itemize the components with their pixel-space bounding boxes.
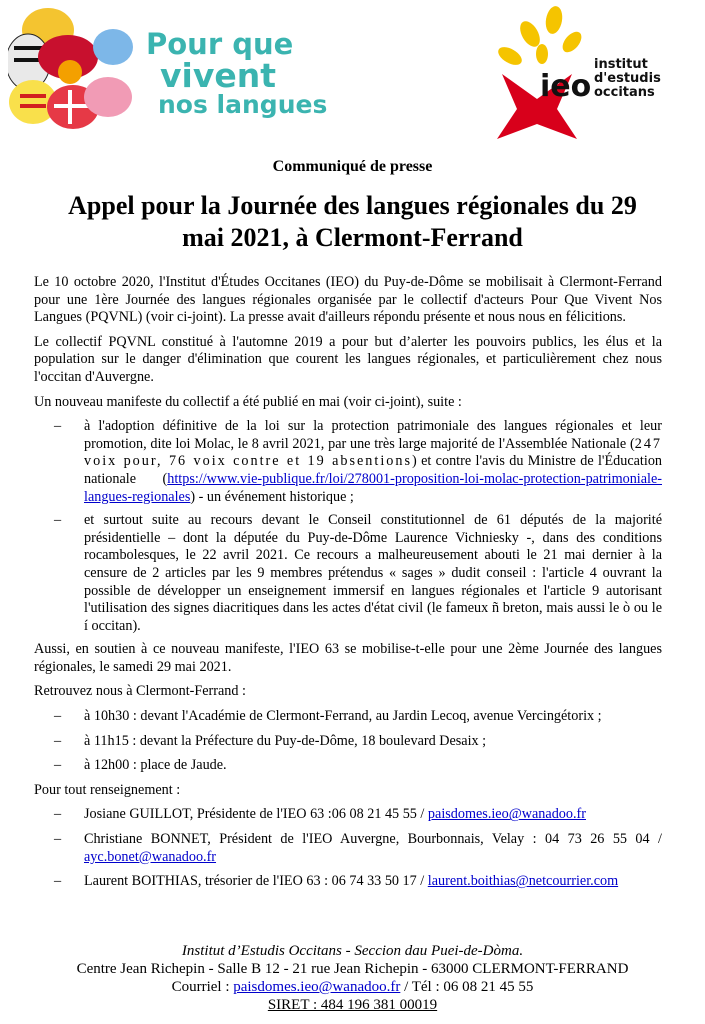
schedule-item bbox=[34, 733, 662, 751]
contact-item bbox=[34, 806, 662, 824]
schedule-text: à 12h00 : place de Jaude. bbox=[84, 757, 227, 774]
flower-petals-icon bbox=[8, 8, 133, 129]
schedule-list bbox=[34, 708, 662, 775]
reason-text-c: ) - un événement historique ; bbox=[190, 488, 354, 505]
vote-count: 247 voix pour, 76 voix contre et 19 absentions bbox=[84, 435, 662, 470]
contact-text: Laurent BOITHIAS, trésorier de l'IEO 63 : 06 74 33 50 17 / bbox=[84, 873, 428, 890]
footer-siret: SIRET : 484 196 381 00019 bbox=[267, 997, 438, 1013]
schedule-text: à 10h30 : devant l'Académie de Clermont-Ferrand, au Jardin Lecoq, avenue Vercingétorix ; bbox=[84, 708, 602, 725]
document-body bbox=[34, 274, 662, 898]
reason-text-b: ) et contre l'avis du Ministre de l'Éducation nationale ( bbox=[84, 453, 663, 487]
reason-item-conseil bbox=[34, 512, 662, 635]
press-release-label: Communiqué de presse bbox=[272, 158, 433, 175]
dash-bullet: – bbox=[54, 831, 62, 848]
paragraph-manifeste: Un nouveau manifeste du collectif a été publié en mai (voir ci-joint), suite : bbox=[34, 393, 462, 410]
contact-text: Josiane GUILLOT, Présidente de l'IEO 63 :06 08 21 45 55 / bbox=[84, 806, 428, 823]
ieo-leaves-icon bbox=[495, 5, 585, 69]
contact-email-link[interactable]: paisdomes.ieo@wanadoo.fr bbox=[427, 806, 586, 823]
ieo-mark: ieo bbox=[540, 69, 592, 104]
schedule-item bbox=[34, 708, 662, 726]
contact-item bbox=[34, 873, 662, 891]
dash-bullet: – bbox=[54, 512, 62, 529]
paragraph-journee: Aussi, en soutien à ce nouveau manifeste, l'IEO 63 se mobilise-t-elle pour une 2ème Journée des langues régionales, le samedi 29 mai 2021. bbox=[34, 641, 662, 675]
footer-contact bbox=[0, 978, 705, 996]
contact-email-link[interactable]: laurent.boithias@netcourrier.com bbox=[427, 873, 619, 890]
pqvnl-line1: Pour que bbox=[146, 27, 294, 61]
vie-publique-link[interactable]: https://www.vie-publique.fr/loi/278001-proposition-loi-molac-protection-patrimoniale-langues-regionales bbox=[84, 470, 662, 505]
footer-organisation: Institut d’Estudis Occitans - Seccion dau Puei-de-Dòma. bbox=[181, 943, 524, 959]
schedule-text: à 11h15 : devant la Préfecture du Puy-de-Dôme, 18 boulevard Desaix ; bbox=[84, 732, 487, 749]
schedule-item bbox=[34, 757, 662, 775]
paragraph-intro: Le 10 octobre 2020, l'Institut d'Études Occitanes (IEO) du Puy-de-Dôme se mobilisait à Clermont-Ferrand pour une 1ère Journée des langues régionales organisée par le collectif d'acteurs Pour Que Vivent Nos Langues (PQVNL) (voir ci-joint). La presse avait d'ailleurs répondu présente et nous nous en félicitions. bbox=[34, 274, 662, 326]
dash-bullet: – bbox=[54, 757, 62, 774]
dash-bullet: – bbox=[54, 806, 62, 823]
contacts-list bbox=[34, 806, 662, 890]
dash-bullet: – bbox=[54, 873, 62, 890]
footer-address: Centre Jean Richepin - Salle B 12 - 21 rue Jean Richepin - 63000 CLERMONT-FERRAND bbox=[76, 961, 629, 977]
ieo-line2: d'estudis bbox=[594, 71, 661, 86]
contact-item bbox=[34, 831, 662, 866]
ieo-wordmark bbox=[594, 58, 661, 100]
paragraph-retrouvez: Retrouvez nous à Clermont-Ferrand : bbox=[34, 683, 246, 700]
reason-item-molac bbox=[34, 418, 662, 506]
footer-email-label: Courriel : bbox=[171, 979, 234, 995]
dash-bullet: – bbox=[54, 732, 62, 749]
document-title bbox=[30, 190, 675, 254]
contact-text: Christiane BONNET, Président de l'IEO Auvergne, Bourbonnais, Velay : 04 73 26 55 04 / bbox=[84, 831, 662, 848]
title-line-1: Appel pour la Journée des langues régionales du 29 bbox=[68, 191, 637, 220]
ieo-line3: occitans bbox=[594, 85, 655, 100]
ieo-line1: institut bbox=[594, 57, 648, 72]
title-line-2: mai 2021, à Clermont-Ferrand bbox=[182, 223, 523, 252]
footer bbox=[0, 942, 705, 1014]
footer-phone: / Tél : 06 08 21 45 55 bbox=[400, 979, 534, 995]
reason-text: et surtout suite au recours devant le Conseil constitutionnel de 61 députés de la majorité présidentielle – dont la députée du Puy-de-Dôme Laurence Vichniesky -, dans des conditions rocambolesques, le 22 avril 2021. Ce recours a malheureusement abouti le 21 mai dernier à la censure de 2 articles par les 9 membres prétendus « sages » dudit conseil : l'article 4 ouvrant la possible de développer un enseignement immersif en langues régionales et l'article 9 autorisant l'utilisation des signes diacritiques dans les actes d'état civil (le fameux ñ breton, mais aussi le ò ou le í occitan). bbox=[84, 512, 662, 634]
contact-email-link[interactable]: ayc.bonet@wanadoo.fr bbox=[84, 848, 217, 865]
dash-bullet: – bbox=[54, 418, 62, 435]
footer-email-link[interactable]: paisdomes.ieo@wanadoo.fr bbox=[233, 979, 401, 995]
pqvnl-line3: nos langues bbox=[158, 90, 328, 119]
pqvnl-wordmark bbox=[146, 27, 328, 119]
dash-bullet: – bbox=[54, 708, 62, 725]
paragraph-collectif: Le collectif PQVNL constitué à l'automne 2019 a pour but d’alerter les pouvoirs publics, les élus et la population sur le danger d'élimination que courent les langues régionales, et particulièrement chez nous l'occitan d'Auvergne. bbox=[34, 333, 662, 385]
manifeste-reasons-list bbox=[34, 418, 662, 635]
paragraph-renseignement: Pour tout renseignement : bbox=[34, 781, 181, 798]
pqvnl-line2: vivent bbox=[160, 56, 276, 95]
reason-text-a: à l'adoption définitive de la loi sur la protection patrimoniale des langues régionales et leur promotion, dite loi Molac, le 8 avril 2021, par une très large majorité de l'Assemblée Nationale ( bbox=[84, 418, 662, 452]
